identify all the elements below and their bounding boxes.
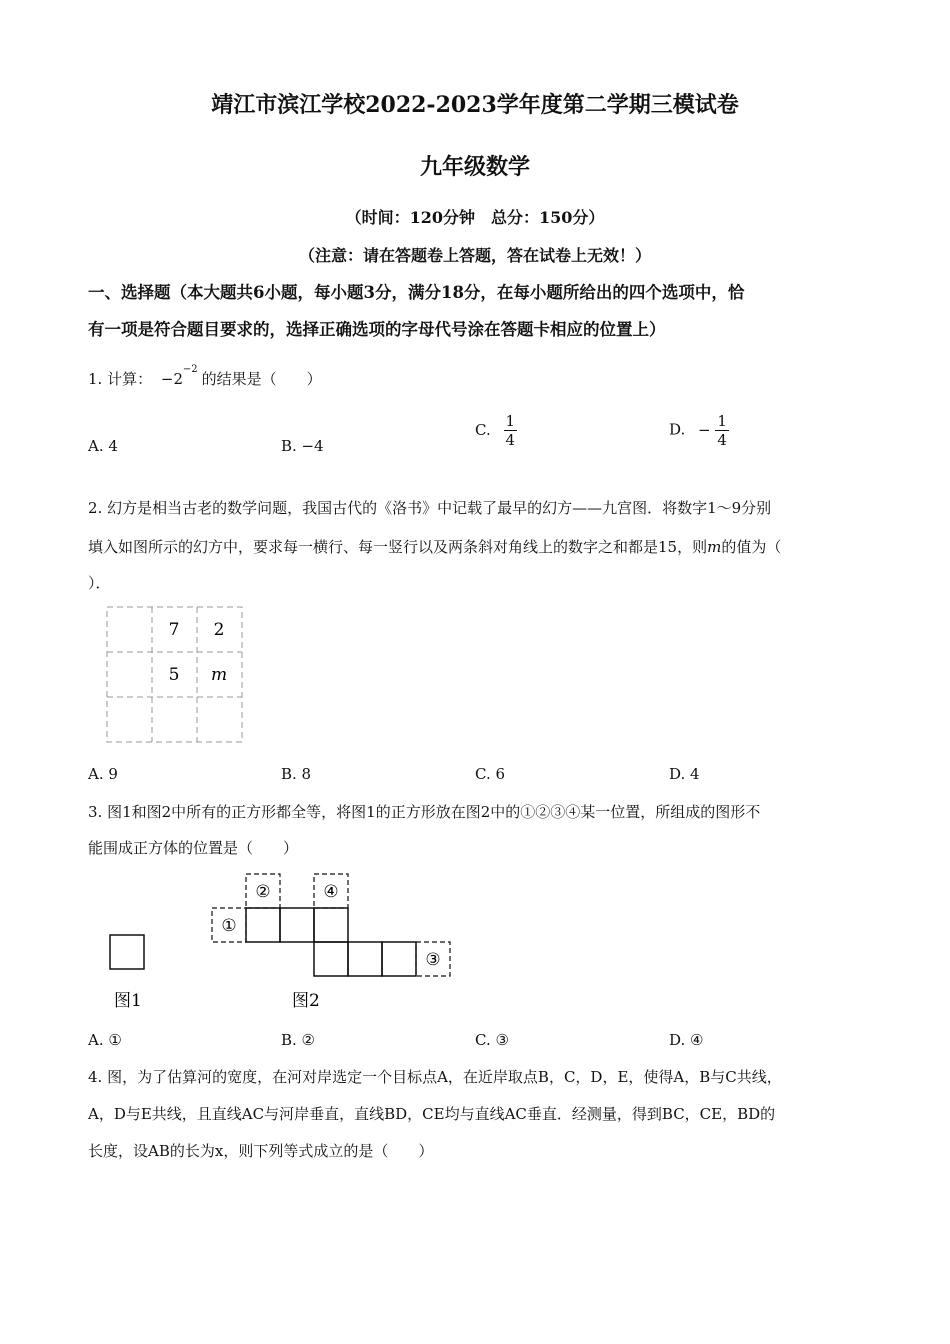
grid-cell-r1c2: 7 [168,620,180,640]
exam-title: 靖江市滨江学校2022-2023学年度第二学期三模试卷 [211,92,739,118]
grid-cell-r2c3: m [210,665,228,685]
q2-line2-pre: 填入如图所示的幻方中，要求每一横行、每一竖行以及两条斜对角线上的数字之和都是15，则 [88,538,708,556]
fraction-denominator: 4 [505,431,516,449]
q4-line3: 长度，设AB的长为x，则下列等式成立的是（ ） [88,1142,434,1160]
fig2-label: 图2 [292,991,320,1011]
time-info: （时间：120分钟 总分：150分） [345,208,605,227]
exam-subject: 九年级数学 [419,154,530,180]
q1-option-d-sign: − [698,420,711,439]
q2-option-b: B. 8 [281,765,312,783]
fig2-mark-3: ③ [425,950,441,970]
q1-option-c-fraction [504,412,518,449]
q3-option-a: A. ① [88,1031,122,1049]
notice: （注意：请在答题卷上答题，答在试卷上无效！） [298,246,651,265]
section-heading-line2: 有一项是符合题目要求的，选择正确选项的字母代号涂在答题卡相应的位置上） [88,320,666,339]
q1-prefix: 1. 计算： [88,370,153,388]
q4-line2: A，D与E共线，且直线AC与河岸垂直，直线BD，CE均与直线AC垂直．经测量，得到BC，CE，BD的 [88,1105,776,1123]
q2-variable-m: m [707,538,722,556]
grid-cell-r1c3: 2 [213,620,225,640]
q3-line2: 能围成正方体的位置是（ ） [88,839,299,857]
q3-option-d: D. ④ [669,1031,704,1049]
q1-option-d-fraction [715,412,729,449]
q3-figures [100,868,441,1018]
q3-option-c: C. ③ [475,1031,509,1049]
q2-option-a: A. 9 [88,765,118,783]
fraction-numerator: 1 [505,412,516,430]
q2-line1: 2. 幻方是相当古老的数学问题，我国古代的《洛书》中记载了最早的幻方——九宫图．将数字1～9分别 [88,499,772,517]
q1-option-d [669,412,729,449]
q1-suffix: 的结果是（ ） [201,370,322,388]
q2-option-c: C. 6 [475,765,506,783]
q1-exponent: −2 [182,364,198,375]
section-heading-line1: 一、选择题（本大题共6小题，每小题3分，满分18分，在每小题所给出的四个选项中，恰 [88,283,745,302]
q1-option-c-label: C. [475,420,491,439]
q2-line2-post: 的值为（ [721,538,782,556]
q3-option-b: B. ② [281,1031,316,1049]
q2-option-d: D. 4 [669,765,700,783]
q4-line1: 4. 图，为了估算河的宽度，在河对岸选定一个目标点A，在近岸取点B，C，D，E，使得A，B与C共线， [88,1068,782,1086]
fig2-net [246,908,416,976]
q1-option-a: A. 4 [88,437,118,455]
q2-line3: ）． [88,574,111,592]
fig1-square [110,935,144,969]
magic-square-grid [106,606,246,746]
q1-option-b: B. −4 [281,437,324,455]
fig2-mark-4: ④ [323,882,339,902]
fraction-numerator: 1 [717,412,727,430]
q1-base: −2 [160,370,183,388]
q1-stem [88,364,322,389]
grid-cell-r2c2: 5 [168,665,180,685]
fig2-mark-2: ② [255,882,271,902]
q1-option-d-label: D. [669,420,686,439]
fig1-label: 图1 [114,991,142,1011]
q1-option-c [475,412,517,449]
fig2-mark-1: ① [221,916,237,936]
q2-line2 [88,536,781,557]
fraction-denominator: 4 [717,431,727,449]
q3-line1: 3. 图1和图2中所有的正方形都全等，将图1的正方形放在图2中的①②③④某一位置，所组成的图形不 [88,803,761,821]
